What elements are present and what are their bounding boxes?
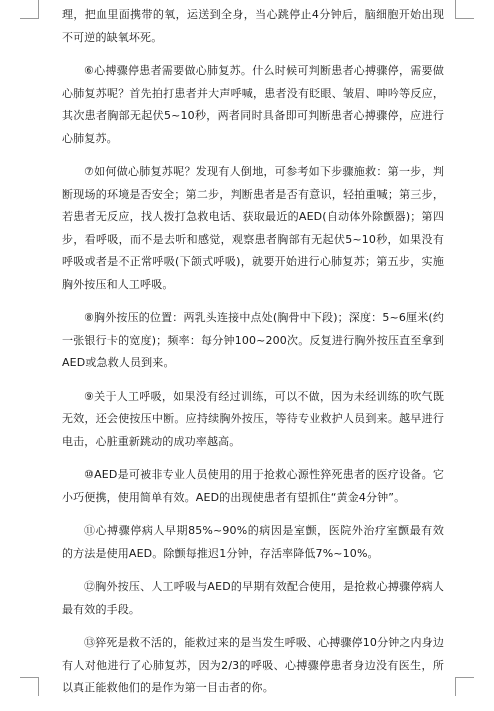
paragraph-9: ⑨关于人工呼吸，如果没有经过训练，可以不做，因为未经训练的吹气既无效，还会使按压中断。应持续胸外按压，等待专业救护人员到来。越早进行电击，心脏重新跳动的成功率越高。 bbox=[62, 389, 444, 448]
paragraph-7: ⑦如何做心肺复苏呢？发现有人倒地，可参考如下步骤施救：第一步，判断现场的环境是否安全；第二步，判断患者是否有意识，轻拍重喊；第三步，若患者无反应，找人拨打急救电话、获取最近的AED(自动体外除颤器)；第四步，看呼吸，而不是去听和感觉，观察患者胸部有无起伏5~10秒，如果没有呼吸或者是不正常呼吸(下颌式呼吸)，就要开始进行心肺复苏；第五步，实施胸外按压和人工呼吸。 bbox=[62, 165, 444, 291]
paragraph-11: ⑪心搏骤停病人早期85%~90%的病因是室颤，医院外治疗室颤最有效的方法是使用AED。除颤每推迟1分钟，存活率降低7%~10%。 bbox=[62, 524, 444, 560]
paragraph-10: ⑩AED是可被非专业人员使用的用于抢救心源性猝死患者的医疗设备。它小巧便携，使用简单有效。AED的出现使患者有望抓住“黄金4分钟”。 bbox=[62, 468, 444, 504]
paragraph-13: ⑬猝死是救不活的，能救过来的是当发生呼吸、心搏骤停10分钟之内身边有人对他进行了心肺复苏，因为2/3的呼吸、心搏骤停患者身边没有医生，所以真正能救他们的是作为第一目击者的你。 bbox=[62, 636, 444, 694]
crop-mark-bottom-left bbox=[20, 677, 39, 696]
crop-mark-bottom-right bbox=[455, 677, 474, 696]
crop-mark-top-right bbox=[455, 0, 474, 19]
paragraph-6: ⑥心搏骤停患者需要做心肺复苏。什么时候可判断患者心搏骤停，需要做心肺复苏呢？首先拍打患者并大声呼喊，患者没有眨眼、皱眉、呻吟等反应，其次患者胸部无起伏5~10秒，两者同时具备即可判断患者心搏骤停，应进行心肺复苏。 bbox=[62, 64, 444, 145]
document-body bbox=[62, 4, 444, 711]
paragraph-12: ⑫胸外按压、人工呼吸与AED的早期有效配合使用，是抢救心搏骤停病人最有效的手段。 bbox=[62, 580, 444, 616]
crop-mark-top-left bbox=[20, 0, 39, 19]
paragraph-8: ⑧胸外按压的位置：两乳头连接中点处(胸骨中下段)；深度：5~6厘米(约一张银行卡的宽度)；频率：每分钟100~200次。反复进行胸外按压直至拿到AED或急救人员到来。 bbox=[62, 311, 444, 369]
paragraph-continuation: 理，把血里面携带的氧，运送到全身，当心跳停止4分钟后，脑细胞开始出现不可逆的缺氧坏死。 bbox=[62, 8, 444, 44]
